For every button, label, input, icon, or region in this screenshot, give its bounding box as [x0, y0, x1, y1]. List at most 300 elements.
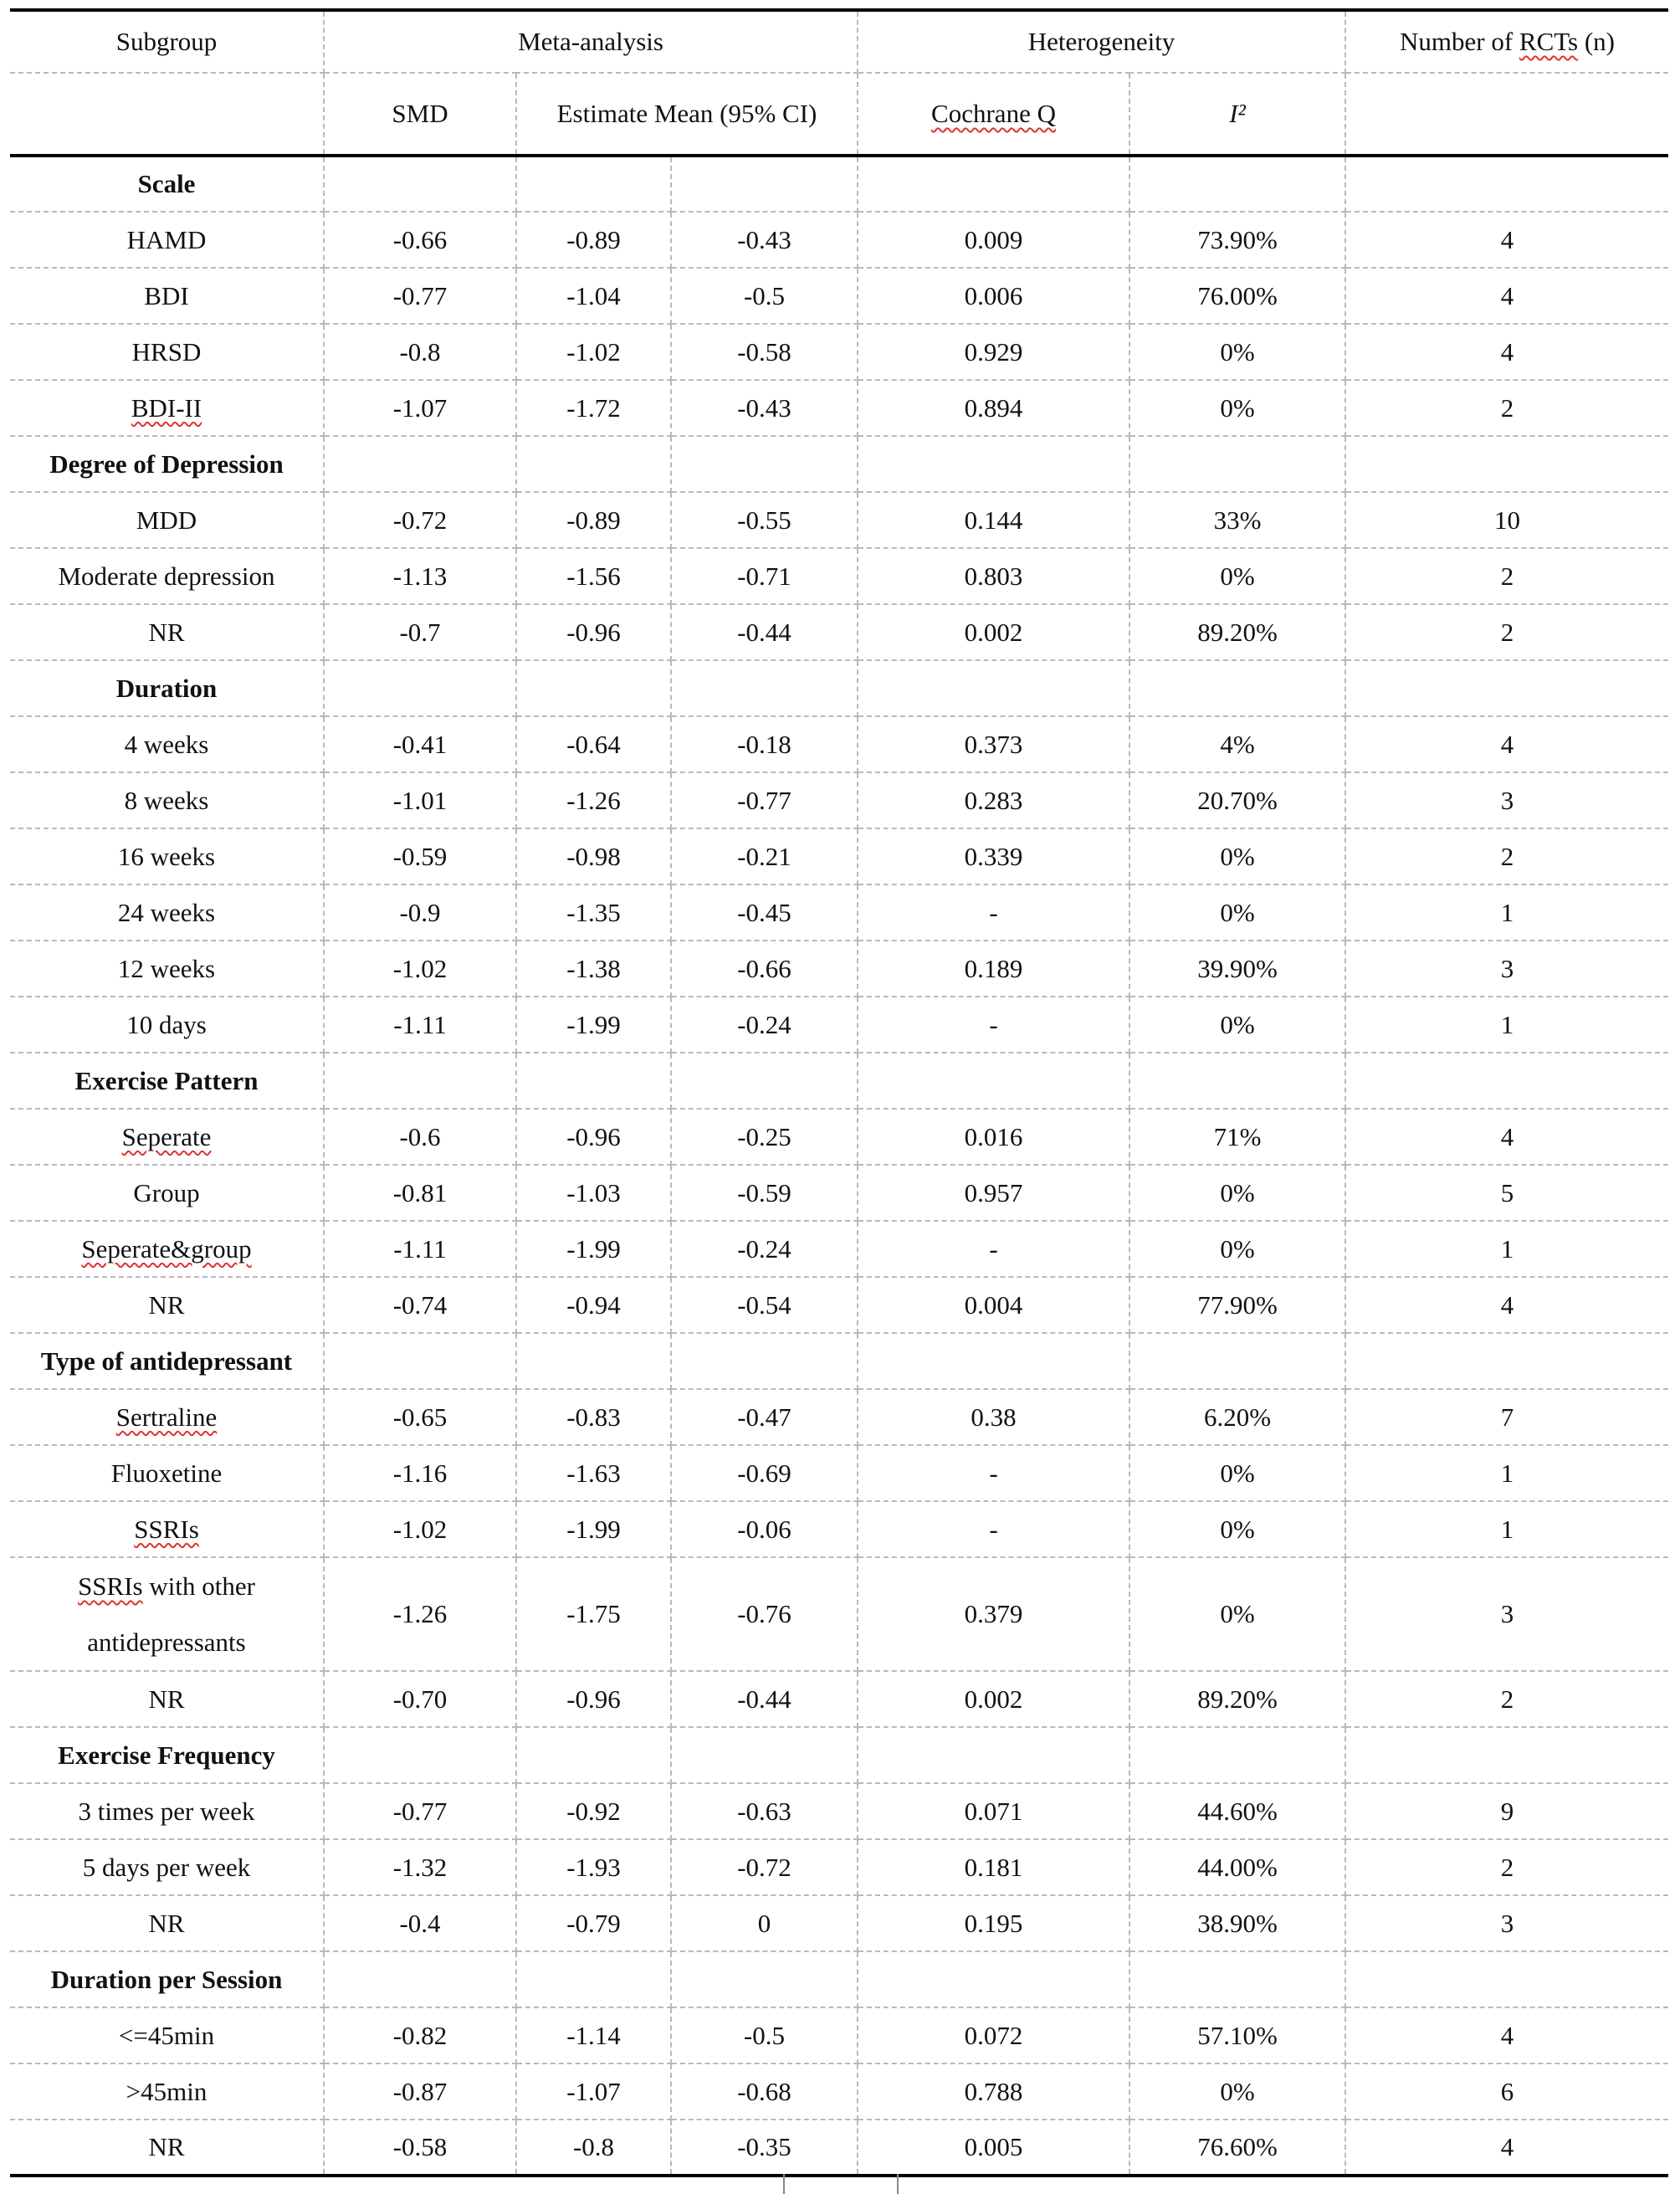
empty-cell [1345, 1333, 1668, 1389]
subgroup-label: 8 weeks [10, 772, 324, 828]
smd-cell: -0.82 [324, 2007, 516, 2063]
i2-cell: 0% [1129, 2063, 1345, 2120]
n-rcts-header-word: RCTs [1519, 27, 1579, 56]
ci-lower-cell: -1.03 [516, 1165, 671, 1221]
smd-cell: -0.87 [324, 2063, 516, 2120]
table-row [10, 604, 1668, 660]
ci-upper-cell: -0.76 [671, 1557, 858, 1671]
cochrane-q-cell: 0.38 [858, 1389, 1129, 1445]
ci-lower-cell: -0.96 [516, 1671, 671, 1727]
empty-cell [1129, 1727, 1345, 1783]
smd-cell: -0.77 [324, 268, 516, 324]
ci-lower-cell: -0.8 [516, 2120, 671, 2176]
n-rcts-cell: 2 [1345, 604, 1668, 660]
header-row-1 [10, 10, 1668, 73]
i2-cell: 0% [1129, 997, 1345, 1053]
table-row [10, 268, 1668, 324]
subgroup-label: 5 days per week [10, 1839, 324, 1895]
ci-upper-cell: -0.43 [671, 212, 858, 268]
category-label: Duration per Session [10, 1951, 324, 2007]
n-rcts-header-suffix: (n) [1578, 27, 1616, 56]
table-row [10, 1165, 1668, 1221]
i2-cell: 0% [1129, 380, 1345, 436]
n-rcts-cell: 2 [1345, 548, 1668, 604]
subgroup-label-text: Seperate&group [81, 1233, 252, 1264]
n-rcts-cell: 3 [1345, 941, 1668, 997]
subgroup-label: Group [10, 1165, 324, 1221]
ci-lower-cell: -0.96 [516, 1109, 671, 1165]
subgroup-label: NR [10, 1895, 324, 1951]
empty-cell [858, 1053, 1129, 1109]
n-rcts-cell: 4 [1345, 324, 1668, 380]
ci-upper-cell: -0.24 [671, 997, 858, 1053]
heterogeneity-header: Heterogeneity [858, 10, 1345, 73]
smd-cell: -1.11 [324, 1221, 516, 1277]
i2-cell: 76.00% [1129, 268, 1345, 324]
i2-cell: 0% [1129, 324, 1345, 380]
ci-upper-cell: -0.18 [671, 716, 858, 772]
ci-upper-cell: -0.55 [671, 492, 858, 548]
category-row [10, 1727, 1668, 1783]
n-rcts-cell: 1 [1345, 1501, 1668, 1557]
meta-analysis-header: Meta-analysis [324, 10, 858, 73]
ci-lower-cell: -1.14 [516, 2007, 671, 2063]
smd-header: SMD [324, 73, 516, 156]
table-row [10, 1445, 1668, 1501]
table-row [10, 380, 1668, 436]
ci-upper-cell: -0.06 [671, 1501, 858, 1557]
ci-upper-cell: -0.47 [671, 1389, 858, 1445]
ci-lower-cell: -1.02 [516, 324, 671, 380]
empty-cell [858, 156, 1129, 212]
table-row [10, 1839, 1668, 1895]
table-body [10, 156, 1668, 2176]
ci-lower-cell: -0.96 [516, 604, 671, 660]
cochrane-q-cell: - [858, 884, 1129, 941]
i2-cell: 4% [1129, 716, 1345, 772]
ci-upper-cell: -0.44 [671, 1671, 858, 1727]
i2-cell: 0% [1129, 1165, 1345, 1221]
table-row [10, 1109, 1668, 1165]
smd-cell: -1.02 [324, 1501, 516, 1557]
subgroup-label [10, 1109, 324, 1165]
table-row [10, 212, 1668, 268]
table-row [10, 716, 1668, 772]
subgroup-label-text: SSRIs [134, 1514, 199, 1544]
empty-cell [324, 1333, 516, 1389]
smd-cell: -1.26 [324, 1557, 516, 1671]
smd-cell: -1.07 [324, 380, 516, 436]
cochrane-q-cell: - [858, 997, 1129, 1053]
n-rcts-cell: 1 [1345, 1445, 1668, 1501]
cochrane-q-cell: 0.379 [858, 1557, 1129, 1671]
subgroup-label: SSRIs with other antidepressants [10, 1557, 324, 1671]
n-rcts-cell: 3 [1345, 772, 1668, 828]
ci-lower-cell: -1.75 [516, 1557, 671, 1671]
i2-cell: 73.90% [1129, 212, 1345, 268]
cochrane-q-cell: - [858, 1221, 1129, 1277]
i2-cell: 38.90% [1129, 1895, 1345, 1951]
ci-upper-cell: -0.59 [671, 1165, 858, 1221]
n-rcts-cell: 4 [1345, 1109, 1668, 1165]
subgroup-label: NR [10, 1671, 324, 1727]
ci-upper-cell: -0.44 [671, 604, 858, 660]
ci-lower-cell: -0.83 [516, 1389, 671, 1445]
table-row [10, 2120, 1668, 2176]
subgroup-label: NR [10, 604, 324, 660]
table-row [10, 1783, 1668, 1839]
smd-cell: -0.72 [324, 492, 516, 548]
cochrane-q-cell: 0.894 [858, 380, 1129, 436]
n-rcts-cell: 1 [1345, 1221, 1668, 1277]
ci-lower-cell: -1.99 [516, 1221, 671, 1277]
i2-cell: 0% [1129, 884, 1345, 941]
empty-cell [1345, 1727, 1668, 1783]
cochrane-q-cell: 0.144 [858, 492, 1129, 548]
table-row [10, 492, 1668, 548]
i2-cell: 89.20% [1129, 604, 1345, 660]
i2-cell: 89.20% [1129, 1671, 1345, 1727]
subgroup-label: NR [10, 2120, 324, 2176]
table-row [10, 1277, 1668, 1333]
cochrane-q-cell: 0.957 [858, 1165, 1129, 1221]
subgroup-label-text: Seperate [121, 1121, 212, 1151]
table-row [10, 1221, 1668, 1277]
ci-lower-cell: -0.92 [516, 1783, 671, 1839]
cochrane-q-cell: - [858, 1445, 1129, 1501]
smd-cell: -0.58 [324, 2120, 516, 2176]
smd-cell: -0.8 [324, 324, 516, 380]
n-rcts-cell: 4 [1345, 2120, 1668, 2176]
empty-cell [671, 156, 858, 212]
ci-lower-cell: -0.89 [516, 212, 671, 268]
table-row [10, 1389, 1668, 1445]
empty-cell [858, 436, 1129, 492]
cochrane-q-cell: 0.189 [858, 941, 1129, 997]
ci-upper-cell: -0.63 [671, 1783, 858, 1839]
smd-cell: -0.66 [324, 212, 516, 268]
cochrane-q-cell: 0.006 [858, 268, 1129, 324]
empty-cell [1345, 156, 1668, 212]
subgroup-label: Moderate depression [10, 548, 324, 604]
smd-cell: -0.6 [324, 1109, 516, 1165]
empty-cell [516, 1727, 671, 1783]
smd-cell: -0.59 [324, 828, 516, 884]
empty-cell [671, 1333, 858, 1389]
smd-cell: -1.16 [324, 1445, 516, 1501]
smd-cell: -1.02 [324, 941, 516, 997]
i2-cell: 20.70% [1129, 772, 1345, 828]
ci-upper-cell: -0.43 [671, 380, 858, 436]
subgroup-label: HAMD [10, 212, 324, 268]
cochrane-q-cell: 0.002 [858, 1671, 1129, 1727]
smd-cell: -0.74 [324, 1277, 516, 1333]
n-rcts-cell: 4 [1345, 268, 1668, 324]
subgroup-label: NR [10, 1277, 324, 1333]
smd-cell: -1.32 [324, 1839, 516, 1895]
cochrane-q-cell: - [858, 1501, 1129, 1557]
ci-lower-cell: -1.56 [516, 548, 671, 604]
cochrane-q-cell: 0.788 [858, 2063, 1129, 2120]
subgroup-label: 12 weeks [10, 941, 324, 997]
cochrane-q-cell: 0.016 [858, 1109, 1129, 1165]
ci-lower-cell: -0.79 [516, 1895, 671, 1951]
empty-cell [671, 1053, 858, 1109]
subgroup-label: 3 times per week [10, 1783, 324, 1839]
smd-cell: -0.7 [324, 604, 516, 660]
category-row [10, 436, 1668, 492]
cochrane-q-header-text: Cochrane Q [931, 99, 1056, 128]
table-bottom-tick [783, 2174, 785, 2194]
table-row [10, 2007, 1668, 2063]
subgroup-subheader-empty [10, 73, 324, 156]
ci-lower-cell: -1.93 [516, 1839, 671, 1895]
smd-cell: -1.11 [324, 997, 516, 1053]
ci-lower-cell: -0.64 [516, 716, 671, 772]
table-row [10, 772, 1668, 828]
category-row [10, 1951, 1668, 2007]
ci-lower-cell: -1.99 [516, 1501, 671, 1557]
empty-cell [1345, 436, 1668, 492]
i2-cell: 0% [1129, 1221, 1345, 1277]
table-row [10, 1895, 1668, 1951]
cochrane-q-cell: 0.339 [858, 828, 1129, 884]
table-row [10, 997, 1668, 1053]
cochrane-q-cell: 0.005 [858, 2120, 1129, 2176]
smd-cell: -0.41 [324, 716, 516, 772]
empty-cell [671, 660, 858, 716]
empty-cell [324, 156, 516, 212]
i2-cell: 0% [1129, 548, 1345, 604]
cochrane-q-cell: 0.181 [858, 1839, 1129, 1895]
n-rcts-cell: 4 [1345, 716, 1668, 772]
n-rcts-cell: 5 [1345, 1165, 1668, 1221]
n-rcts-cell: 1 [1345, 884, 1668, 941]
ci-lower-cell: -1.07 [516, 2063, 671, 2120]
ci-upper-cell: -0.5 [671, 2007, 858, 2063]
empty-cell [671, 436, 858, 492]
category-label: Exercise Frequency [10, 1727, 324, 1783]
subgroup-header: Subgroup [10, 10, 324, 73]
subgroup-label-text: Sertraline [115, 1402, 218, 1432]
table-row [10, 1501, 1668, 1557]
n-rcts-cell: 3 [1345, 1895, 1668, 1951]
empty-cell [1345, 1951, 1668, 2007]
empty-cell [858, 660, 1129, 716]
ci-lower-cell: -0.98 [516, 828, 671, 884]
n-rcts-subheader-empty [1345, 73, 1668, 156]
ci-upper-cell: -0.69 [671, 1445, 858, 1501]
cochrane-q-header [858, 73, 1129, 156]
ci-lower-cell: -1.35 [516, 884, 671, 941]
cochrane-q-cell: 0.195 [858, 1895, 1129, 1951]
category-row [10, 660, 1668, 716]
category-row [10, 1053, 1668, 1109]
empty-cell [858, 1333, 1129, 1389]
smd-cell: -1.13 [324, 548, 516, 604]
category-label: Type of antidepressant [10, 1333, 324, 1389]
subgroup-label: <=45min [10, 2007, 324, 2063]
i2-cell: 0% [1129, 1557, 1345, 1671]
empty-cell [516, 1333, 671, 1389]
n-rcts-cell: 4 [1345, 2007, 1668, 2063]
n-rcts-cell: 4 [1345, 1277, 1668, 1333]
empty-cell [516, 660, 671, 716]
n-rcts-header [1345, 10, 1668, 73]
cochrane-q-cell: 0.283 [858, 772, 1129, 828]
ci-lower-cell: -0.94 [516, 1277, 671, 1333]
empty-cell [516, 1053, 671, 1109]
n-rcts-cell: 1 [1345, 997, 1668, 1053]
empty-cell [858, 1951, 1129, 2007]
category-row [10, 156, 1668, 212]
i2-cell: 44.60% [1129, 1783, 1345, 1839]
n-rcts-cell: 2 [1345, 1839, 1668, 1895]
ci-lower-cell: -1.04 [516, 268, 671, 324]
empty-cell [516, 436, 671, 492]
smd-cell: -0.4 [324, 1895, 516, 1951]
table-row [10, 324, 1668, 380]
category-label: Exercise Pattern [10, 1053, 324, 1109]
n-rcts-cell: 2 [1345, 1671, 1668, 1727]
subgroup-label: 10 days [10, 997, 324, 1053]
empty-cell [324, 436, 516, 492]
subgroup-label: 24 weeks [10, 884, 324, 941]
ci-upper-cell: -0.21 [671, 828, 858, 884]
ci-upper-cell: -0.68 [671, 2063, 858, 2120]
ci-upper-cell: -0.77 [671, 772, 858, 828]
n-rcts-header-prefix: Number of [1400, 27, 1519, 56]
ci-upper-cell: -0.72 [671, 1839, 858, 1895]
ci-upper-cell: -0.24 [671, 1221, 858, 1277]
n-rcts-cell: 10 [1345, 492, 1668, 548]
subgroup-label [10, 380, 324, 436]
empty-cell [1129, 156, 1345, 212]
empty-cell [1345, 1053, 1668, 1109]
i2-cell: 57.10% [1129, 2007, 1345, 2063]
empty-cell [1129, 436, 1345, 492]
subgroup-label: 16 weeks [10, 828, 324, 884]
subgroup-label: >45min [10, 2063, 324, 2120]
ci-upper-cell: -0.66 [671, 941, 858, 997]
ci-upper-cell: -0.71 [671, 548, 858, 604]
n-rcts-cell: 2 [1345, 828, 1668, 884]
ci-lower-cell: -1.63 [516, 1445, 671, 1501]
ci-lower-cell: -0.89 [516, 492, 671, 548]
n-rcts-cell: 3 [1345, 1557, 1668, 1671]
empty-cell [324, 1053, 516, 1109]
subgroup-label-text: BDI-II [131, 392, 202, 423]
n-rcts-cell: 6 [1345, 2063, 1668, 2120]
ci-lower-cell: -1.26 [516, 772, 671, 828]
category-label: Scale [10, 156, 324, 212]
subgroup-label: MDD [10, 492, 324, 548]
empty-cell [671, 1727, 858, 1783]
smd-cell: -0.81 [324, 1165, 516, 1221]
i2-cell: 39.90% [1129, 941, 1345, 997]
ci-lower-cell: -1.99 [516, 997, 671, 1053]
ci-upper-cell: -0.35 [671, 2120, 858, 2176]
empty-cell [324, 1951, 516, 2007]
cochrane-q-cell: 0.072 [858, 2007, 1129, 2063]
table-row [10, 548, 1668, 604]
smd-cell: -0.65 [324, 1389, 516, 1445]
i2-cell: 0% [1129, 828, 1345, 884]
n-rcts-cell: 9 [1345, 1783, 1668, 1839]
i2-header: I² [1129, 73, 1345, 156]
smd-cell: -0.9 [324, 884, 516, 941]
empty-cell [1345, 660, 1668, 716]
table-row [10, 941, 1668, 997]
cochrane-q-cell: 0.803 [858, 548, 1129, 604]
empty-cell [1129, 660, 1345, 716]
i2-cell: 6.20% [1129, 1389, 1345, 1445]
ci-lower-cell: -1.72 [516, 380, 671, 436]
empty-cell [1129, 1333, 1345, 1389]
i2-cell: 0% [1129, 1501, 1345, 1557]
estimate-header: Estimate Mean (95% CI) [516, 73, 858, 156]
subgroup-label [10, 1501, 324, 1557]
n-rcts-cell: 4 [1345, 212, 1668, 268]
smd-cell: -0.77 [324, 1783, 516, 1839]
i2-cell: 77.90% [1129, 1277, 1345, 1333]
subgroup-label-keyword: SSRIs [78, 1571, 143, 1601]
ci-upper-cell: -0.58 [671, 324, 858, 380]
smd-cell: -1.01 [324, 772, 516, 828]
table-bottom-tick [897, 2174, 899, 2194]
subgroup-label [10, 1221, 324, 1277]
n-rcts-cell: 7 [1345, 1389, 1668, 1445]
i2-cell: 76.60% [1129, 2120, 1345, 2176]
subgroup-label: BDI [10, 268, 324, 324]
i2-cell: 0% [1129, 1445, 1345, 1501]
empty-cell [516, 156, 671, 212]
subgroup-label: Fluoxetine [10, 1445, 324, 1501]
table-row [10, 884, 1668, 941]
category-row [10, 1333, 1668, 1389]
empty-cell [516, 1951, 671, 2007]
subgroup-analysis-table [10, 8, 1668, 2177]
header-row-2 [10, 73, 1668, 156]
table-row [10, 1671, 1668, 1727]
cochrane-q-cell: 0.002 [858, 604, 1129, 660]
empty-cell [324, 1727, 516, 1783]
cochrane-q-cell: 0.929 [858, 324, 1129, 380]
empty-cell [1129, 1053, 1345, 1109]
ci-lower-cell: -1.38 [516, 941, 671, 997]
n-rcts-cell: 2 [1345, 380, 1668, 436]
i2-cell: 33% [1129, 492, 1345, 548]
ci-upper-cell: -0.45 [671, 884, 858, 941]
empty-cell [671, 1951, 858, 2007]
table-row [10, 2063, 1668, 2120]
cochrane-q-cell: 0.004 [858, 1277, 1129, 1333]
ci-upper-cell: -0.5 [671, 268, 858, 324]
subgroup-label [10, 1389, 324, 1445]
smd-cell: -0.70 [324, 1671, 516, 1727]
table-row [10, 828, 1668, 884]
i2-cell: 71% [1129, 1109, 1345, 1165]
ci-upper-cell: -0.54 [671, 1277, 858, 1333]
empty-cell [858, 1727, 1129, 1783]
cochrane-q-cell: 0.009 [858, 212, 1129, 268]
subgroup-label: HRSD [10, 324, 324, 380]
category-label: Degree of Depression [10, 436, 324, 492]
subgroup-label: 4 weeks [10, 716, 324, 772]
ci-upper-cell: 0 [671, 1895, 858, 1951]
cochrane-q-cell: 0.071 [858, 1783, 1129, 1839]
cochrane-q-cell: 0.373 [858, 716, 1129, 772]
